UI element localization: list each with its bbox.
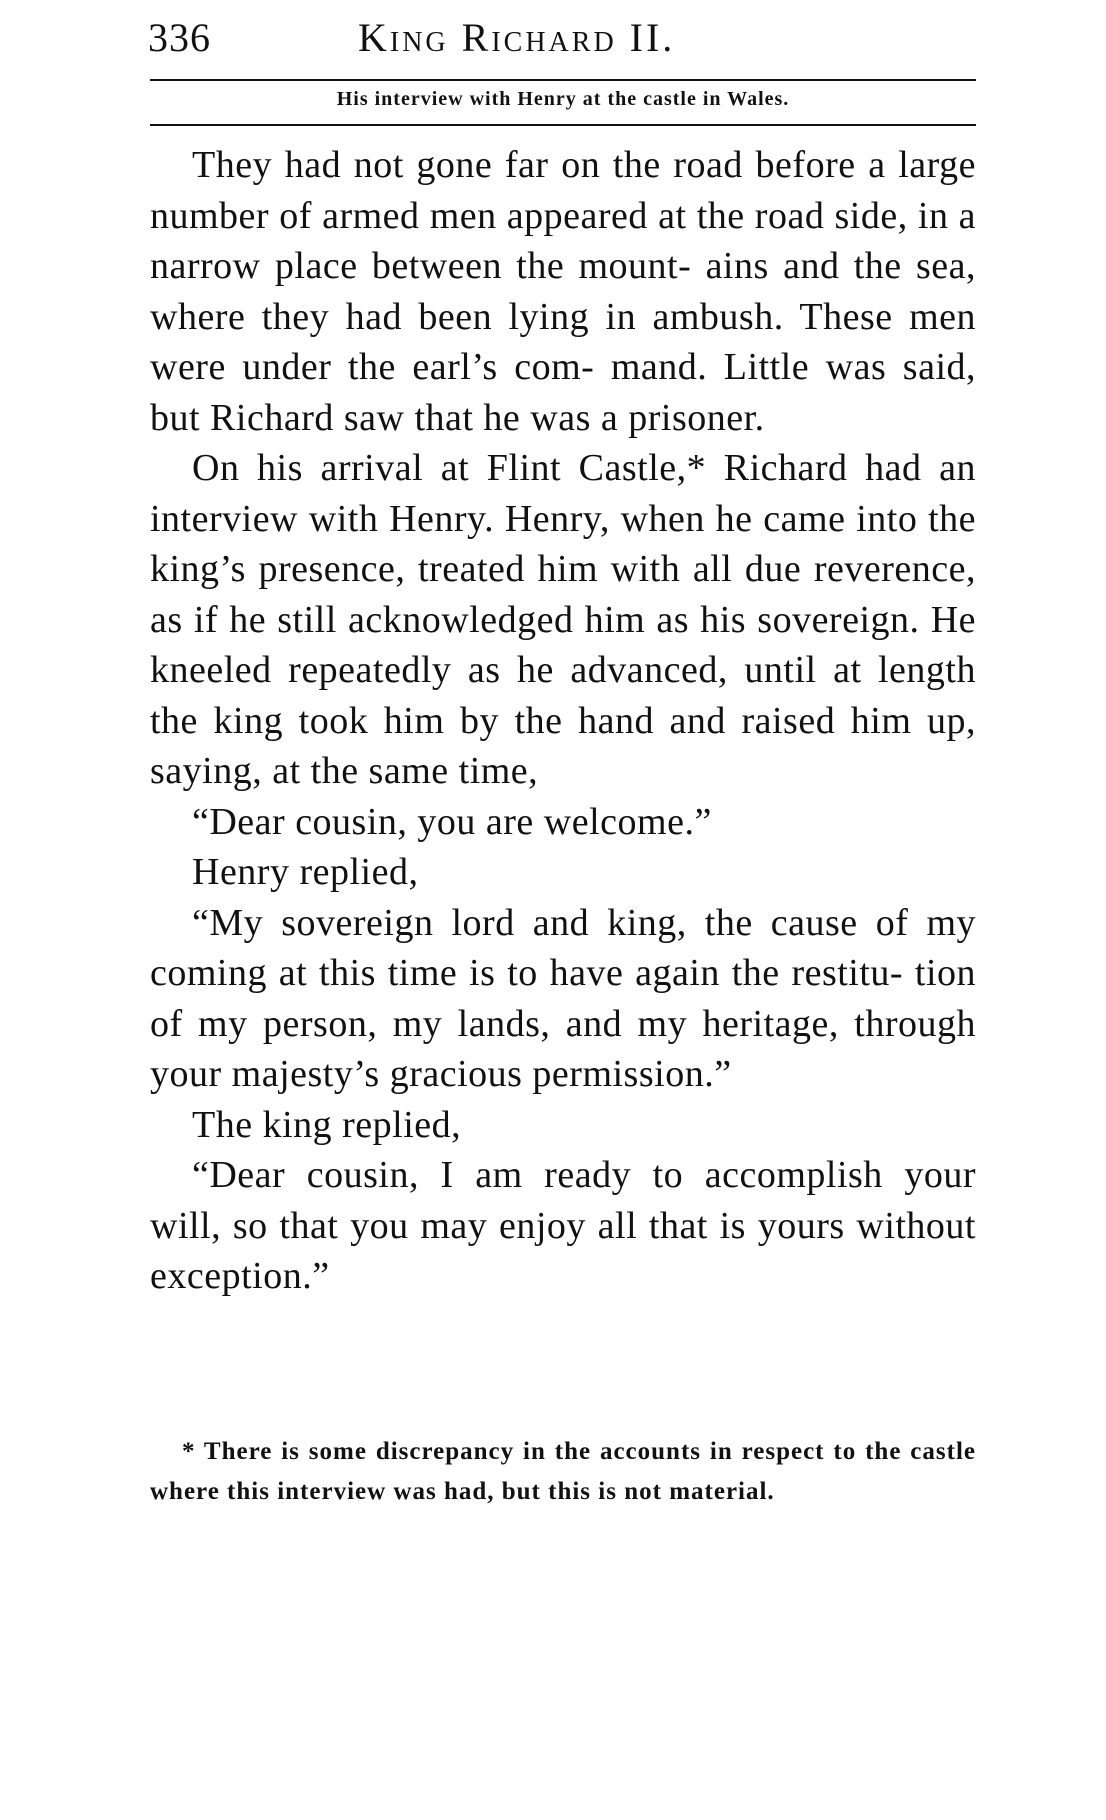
footnote: * There is some discrepancy in the accounts in respect to the castle where this interview was had, but this is not material. xyxy=(150,1438,976,1505)
running-head xyxy=(148,10,978,62)
running-title: King Richard II. xyxy=(358,15,676,60)
header-rule-bottom xyxy=(150,124,976,126)
paragraph: “My sovereign lord and king, the cause of my coming at this time is to have again the restitu- tion of my person, my lands, and my heritage, through your majesty’s gracious permission.” xyxy=(150,901,976,1095)
body-text xyxy=(150,140,976,1302)
paragraph: Henry replied, xyxy=(192,851,419,893)
chapter-summary-line: His interview with Henry at the castle in Wales. xyxy=(336,88,790,110)
paragraph: “Dear cousin, you are welcome.” xyxy=(192,800,712,843)
header-rule-top xyxy=(150,79,976,81)
paragraph: On his arrival at Flint Castle,* Richard had an interview with Henry. Henry, when he came into the king’s presence, treated him with all due reverence, as if he still acknowledged him as his sovereign. He kneeled repeatedly as he advanced, until at length the king took him by the hand and raised him up, saying, at the same time, xyxy=(150,447,976,792)
paragraph: The king replied, xyxy=(192,1103,462,1146)
paragraph: They had not gone far on the road before a large number of armed men appeared at the road side, in a narrow place between the mount- ains and the sea, where they had been lying in ambush. These men were under the earl’s com- mand. Little was said, but Richard saw that he was a prisoner. xyxy=(150,144,976,439)
paragraph: “Dear cousin, I am ready to accomplish your will, so that you may enjoy all that is yours without exception.” xyxy=(150,1154,976,1297)
page-number: 336 xyxy=(148,15,211,60)
